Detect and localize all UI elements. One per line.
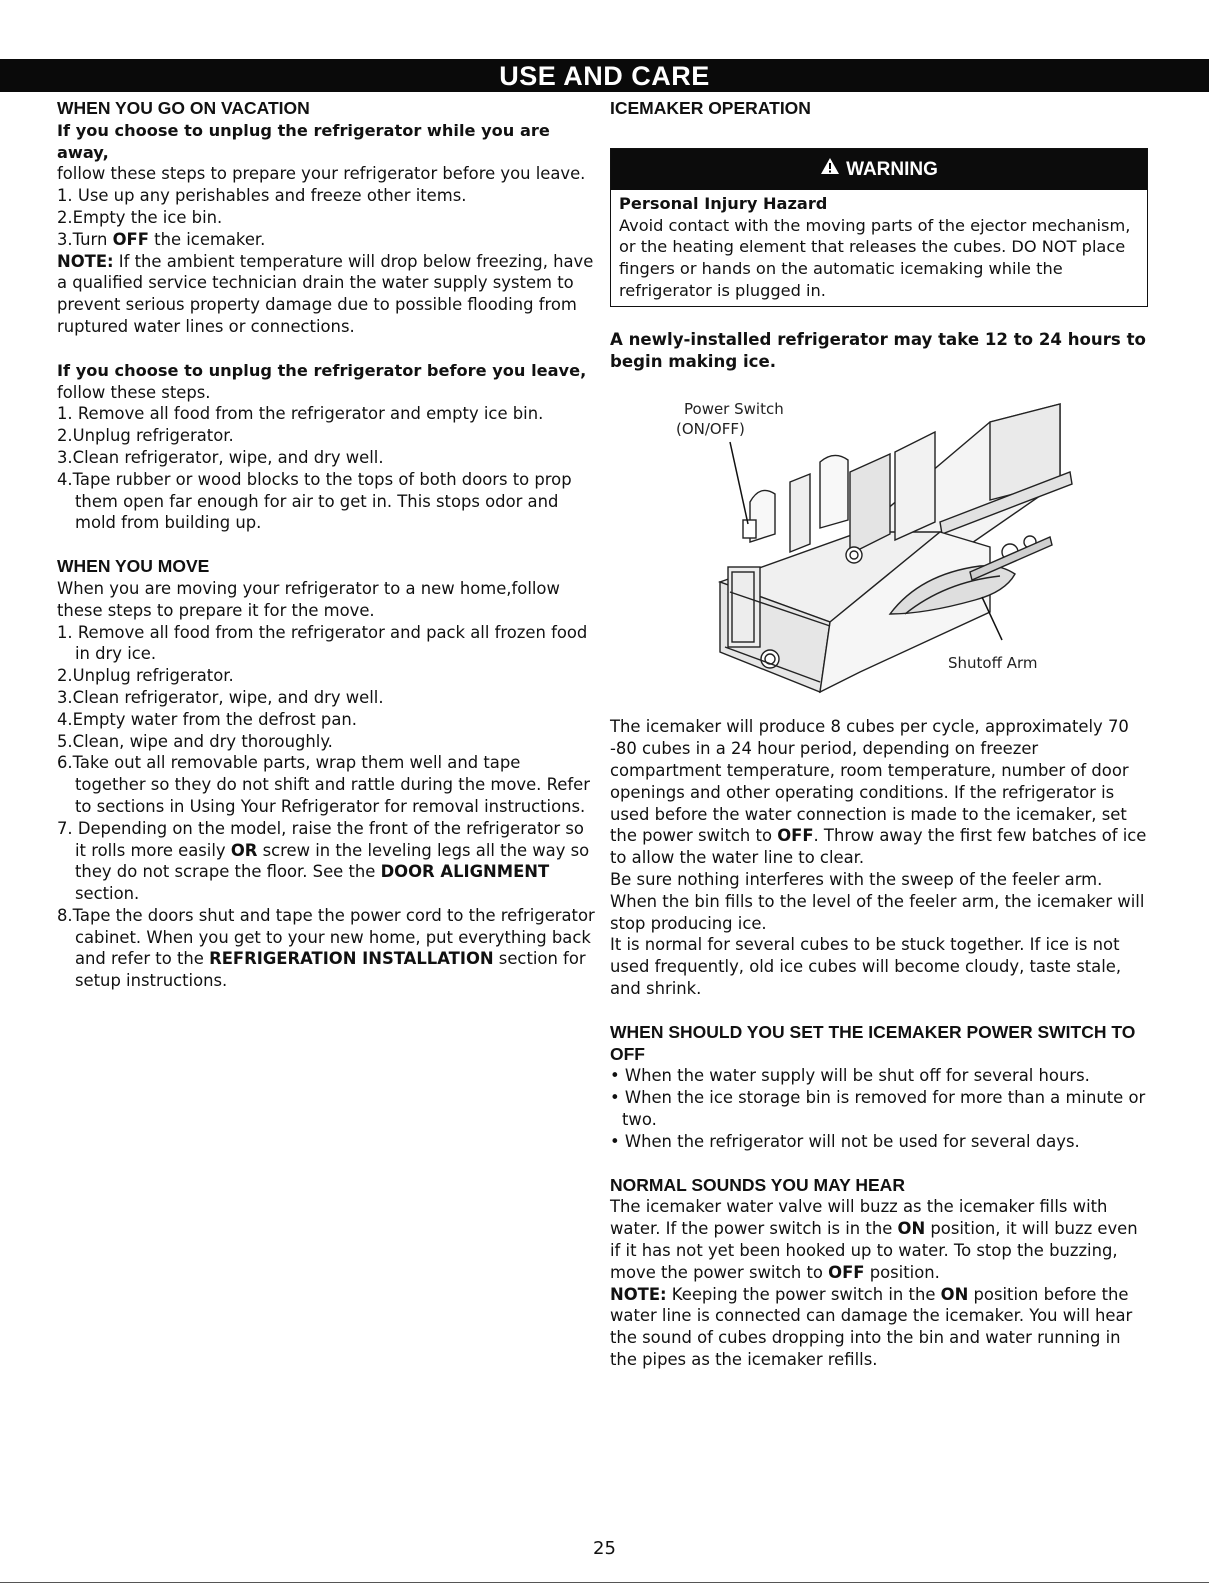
section-banner	[0, 59, 1209, 92]
move-intro: When you are moving your refrigerator to a new home,follow these steps to prepare it for the move.	[57, 578, 560, 620]
list-item: 1. Remove all food from the refrigerator and pack all frozen food in dry ice.	[57, 622, 588, 664]
list-item: 2.Empty the ice bin.	[57, 207, 223, 227]
icemaker-paragraph-1: The icemaker will produce 8 cubes per cycle, approximately 70 -80 cubes in a 24 hour period, depending on freezer compartment temperature, room temperature, number of door openings and other operating conditions. If the refrigerator is used before the water connection is made to the icemaker, set the power switch to OFF. Throw away the first few batches of ice to allow the water line to clear.	[610, 717, 1147, 868]
banner-title: USE AND CARE	[499, 61, 710, 91]
list-item: 2.Unplug refrigerator.	[57, 426, 234, 446]
icemaker-diagram	[610, 382, 1150, 712]
sounds-paragraph: The icemaker water valve will buzz as the icemaker fills with water. If the power switch is in the ON position, it will buzz even if it has not yet been hooked up to water. To stop the buzzing, move the power switch to OFF position.	[610, 1197, 1138, 1282]
vacation-steps-away	[57, 185, 595, 250]
vacation-note: NOTE: If the ambient temperature will drop below freezing, have a qualified service technician drain the water supply system to prevent serious property damage due to possible flooding from ruptured water lines or connections.	[57, 251, 594, 336]
list-item: 2.Unplug refrigerator.	[57, 666, 234, 686]
icemaker-heading: ICEMAKER OPERATION	[610, 98, 811, 118]
list-item: • When the ice storage bin is removed for more than a minute or two.	[610, 1088, 1146, 1129]
power-switch-state-label: (ON/OFF)	[676, 420, 745, 439]
vacation-lead-leave: If you choose to unplug the refrigerator before you leave,	[57, 360, 587, 380]
list-item: 6.Take out all removable parts, wrap them well and tape together so they do not shift and rattle during the move. Refer to sections in Using Your Refrigerator for removal instructions.	[57, 753, 590, 816]
right-column	[610, 98, 1150, 1371]
vacation-heading: WHEN YOU GO ON VACATION	[57, 98, 310, 118]
list-item: 3.Turn OFF the icemaker.	[57, 229, 266, 249]
warning-subtitle: Personal Injury Hazard	[619, 193, 828, 213]
list-item: 3.Clean refrigerator, wipe, and dry well.	[57, 447, 384, 467]
sounds-heading: NORMAL SOUNDS YOU MAY HEAR	[610, 1174, 905, 1195]
warning-triangle-icon	[820, 149, 840, 190]
list-item: 7. Depending on the model, raise the front of the refrigerator so it rolls more easily OR screw in the leveling legs all the way so they do not scrape the floor. See the DOOR ALIGNMENT section.	[57, 818, 590, 904]
note-label: NOTE:	[610, 1284, 667, 1304]
sounds-note: NOTE: Keeping the power switch in the ON position before the water line is connected can damage the icemaker. You will hear the sound of cubes dropping into the bin and water running in the pipes as the icemaker refills.	[610, 1284, 1133, 1369]
list-item: 5.Clean, wipe and dry thoroughly.	[57, 731, 333, 751]
icemaker-paragraph-3: It is normal for several cubes to be stuck together. If ice is not used frequently, old ice cubes will become cloudy, taste stale, and shrink.	[610, 935, 1122, 998]
list-item: 8.Tape the doors shut and tape the power cord to the refrigerator cabinet. When you get to your new home, put everything back and refer to the REFRIGERATION INSTALLATION section for setup instructions.	[57, 905, 595, 991]
vacation-lead-away: If you choose to unplug the refrigerator while you are away,	[57, 120, 550, 162]
move-steps	[57, 622, 595, 993]
power-switch-heading: WHEN SHOULD YOU SET THE ICEMAKER POWER SWITCH TO OFF	[610, 1021, 1136, 1064]
list-item: 4.Empty water from the defrost pan.	[57, 709, 357, 729]
list-item: 1. Use up any perishables and freeze other items.	[57, 186, 467, 206]
list-item: 4.Tape rubber or wood blocks to the tops of both doors to prop them open far enough for air to get in. This stops odor and mold from building up.	[57, 469, 572, 533]
shutoff-arm-label: Shutoff Arm	[948, 654, 1038, 673]
warning-body	[611, 190, 1147, 306]
left-column	[57, 98, 595, 992]
page-number: 25	[593, 1538, 616, 1559]
note-label: NOTE:	[57, 251, 114, 271]
newly-installed-note: A newly-installed refrigerator may take 12 to 24 hours to begin making ice.	[610, 329, 1146, 371]
vacation-steps-leave	[57, 403, 595, 534]
vacation-text-leave: follow these steps.	[57, 382, 211, 402]
warning-text: Avoid contact with the moving parts of the ejector mechanism, or the heating element that releases the cubes. DO NOT place fingers or hands on the automatic icemaking while the refrigerator is plugged in.	[619, 215, 1131, 300]
power-switch-label: Power Switch	[684, 400, 784, 419]
bottom-rule	[0, 1582, 1209, 1583]
power-switch-list	[610, 1065, 1150, 1152]
list-item: • When the water supply will be shut off for several hours.	[610, 1066, 1090, 1086]
vacation-text-away: follow these steps to prepare your refrigerator before you leave.	[57, 164, 586, 184]
list-item: 3.Clean refrigerator, wipe, and dry well.	[57, 687, 384, 707]
list-item: • When the refrigerator will not be used for several days.	[610, 1131, 1080, 1151]
warning-header	[611, 149, 1147, 190]
icemaker-paragraph-2: Be sure nothing interferes with the sweep of the feeler arm. When the bin fills to the level of the feeler arm, the icemaker will stop producing ice.	[610, 869, 1145, 933]
warning-title: WARNING	[846, 158, 938, 180]
list-item: 1. Remove all food from the refrigerator and empty ice bin.	[57, 404, 544, 424]
warning-box	[610, 148, 1148, 307]
move-heading: WHEN YOU MOVE	[57, 556, 210, 577]
